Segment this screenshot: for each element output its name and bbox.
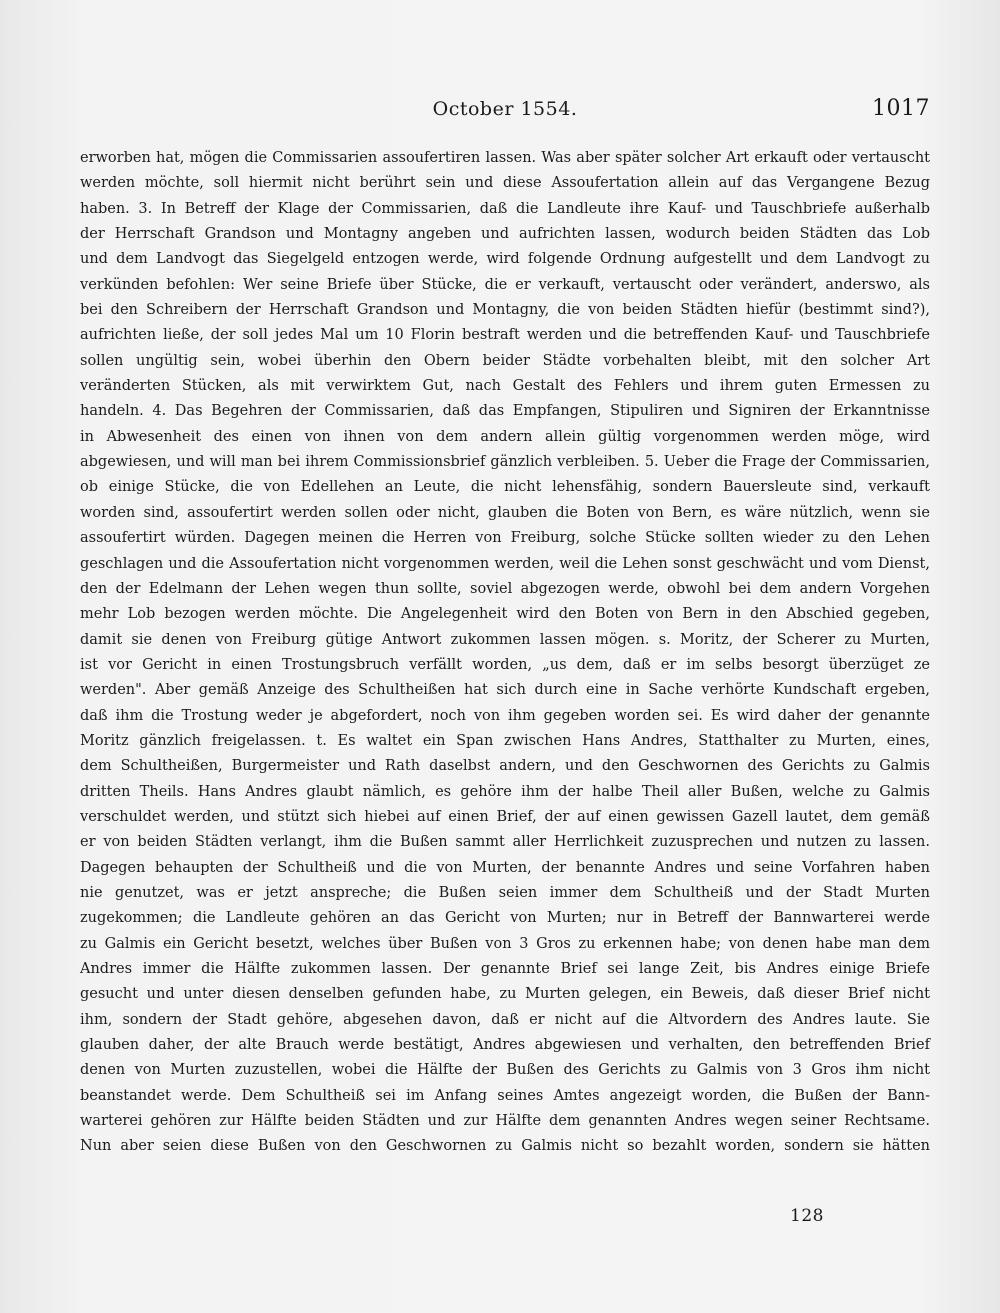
text-line: handeln. 4. Das Begehren der Commissarien, daß das Empfangen, Stipuliren und Signiren der Erkanntnisse — [80, 403, 930, 420]
body-text — [80, 146, 930, 1160]
text-line: der Herrschaft Grandson und Montagny angeben und aufrichten lassen, wodurch beiden Städten das Lob — [80, 226, 930, 243]
text-line: bei den Schreibern der Herrschaft Grandson und Montagny, die von beiden Städten hiefür (bestimmt sind?), — [80, 302, 930, 319]
text-line: abgewiesen, und will man bei ihrem Commissionsbrief gänzlich verbleiben. 5. Ueber die Frage der Commissarien, — [80, 454, 930, 471]
text-line: daß ihm die Trostung weder je abgefordert, noch von ihm gegeben worden sei. Es wird daher der genannte — [80, 707, 930, 724]
text-line: ob einige Stücke, die von Edellehen an Leute, die nicht lehensfähig, sondern Bauersleute sind, verkauft — [80, 479, 930, 496]
text-line: werden". Aber gemäß Anzeige des Schultheißen hat sich durch eine in Sache verhörte Kundschaft ergeben, — [80, 682, 930, 699]
running-title: October 1554. — [432, 98, 578, 120]
text-line: und dem Landvogt das Siegelgeld entzogen werde, wird folgende Ordnung aufgestellt und dem Landvogt zu — [80, 251, 930, 268]
text-line: Moritz gänzlich freigelassen. t. Es waltet ein Span zwischen Hans Andres, Statthalter zu Murten, eines, — [80, 732, 930, 749]
text-line: assoufertirt würden. Dagegen meinen die Herren von Freiburg, solche Stücke sollten wieder zu den Lehen — [80, 530, 930, 547]
text-line: haben. 3. In Betreff der Klage der Commissarien, daß die Landleute ihre Kauf- und Tauschbriefe außerhalb — [80, 200, 930, 217]
text-line: Dagegen behaupten der Schultheiß und die von Murten, der benannte Andres und seine Vorfahren haben — [80, 859, 930, 876]
text-line: nie genutzet, was er jetzt anspreche; die Bußen seien immer dem Schultheiß und der Stadt Murten — [80, 884, 930, 901]
text-line: erworben hat, mögen die Commissarien assoufertiren lassen. Was aber später solcher Art erkauft oder vertauscht — [80, 150, 930, 166]
text-line: werden möchte, soll hiermit nicht berührt sein und diese Assoufertation allein auf das Vergangene Bezug — [80, 175, 930, 192]
page-header — [80, 96, 930, 132]
text-line: worden sind, assoufertirt werden sollen oder nicht, glauben die Boten von Bern, es wäre nützlich, wenn sie — [80, 504, 930, 521]
text-line: zu Galmis ein Gericht besetzt, welches über Bußen von 3 Gros zu erkennen habe; von denen habe man dem — [80, 935, 930, 952]
page-number: 1017 — [872, 96, 930, 121]
text-line: dritten Theils. Hans Andres glaubt nämlich, es gehöre ihm der halbe Theil aller Bußen, welche zu Galmis — [80, 783, 930, 800]
text-line: verschuldet werden, und stützt sich hiebei auf einen Brief, der auf einen gewissen Gazell lautet, dem gemäß — [80, 808, 930, 825]
text-line: zugekommen; die Landleute gehören an das Gericht von Murten; nur in Betreff der Bannwarterei werde — [80, 910, 930, 927]
text-line: damit sie denen von Freiburg gütige Antwort zukommen lassen mögen. s. Moritz, der Scherer zu Murten, — [80, 631, 930, 648]
text-line: in Abwesenheit des einen von ihnen von dem andern allein gültig vorgenommen werden möge, wird — [80, 428, 930, 445]
text-line: Nun aber seien diese Bußen von den Geschwornen zu Galmis nicht so bezahlt worden, sondern sie hätten — [80, 1138, 930, 1155]
printer-signature: 128 — [790, 1206, 824, 1226]
text-line: glauben daher, der alte Brauch werde bestätigt, Andres abgewiesen und verhalten, den betreffenden Brief — [80, 1037, 930, 1054]
text-line: den der Edelmann der Lehen wegen thun sollte, soviel abgezogen werde, obwohl bei dem andern Vorgehen — [80, 580, 930, 597]
text-line: warterei gehören zur Hälfte beiden Städten und zur Hälfte dem genannten Andres wegen seiner Rechtsame. — [80, 1113, 930, 1130]
text-line: mehr Lob bezogen werden möchte. Die Angelegenheit wird den Boten von Bern in den Abschied gegeben, — [80, 606, 930, 623]
text-line: denen von Murten zuzustellen, wobei die Hälfte der Bußen des Gerichts zu Galmis von 3 Gros ihm nicht — [80, 1062, 930, 1079]
text-line: beanstandet werde. Dem Schultheiß sei im Anfang seines Amtes angezeigt worden, die Bußen der Bann- — [80, 1087, 930, 1104]
text-line: gesucht und unter diesen denselben gefunden habe, zu Murten gelegen, ein Beweis, daß dieser Brief nicht — [80, 986, 930, 1003]
text-line: er von beiden Städten verlangt, ihm die Bußen sammt aller Herrlichkeit zuzusprechen und nutzen zu lassen. — [80, 834, 930, 851]
text-line: verkünden befohlen: Wer seine Briefe über Stücke, die er verkauft, vertauscht oder verändert, anderswo, als — [80, 276, 930, 293]
text-line: Andres immer die Hälfte zukommen lassen. Der genannte Brief sei lange Zeit, bis Andres einige Briefe — [80, 961, 930, 977]
text-line: geschlagen und die Assoufertation nicht vorgenommen werden, weil die Lehen sonst geschwächt und vom Dienst, — [80, 555, 930, 572]
text-line: sollen ungültig sein, wobei überhin den Obern beider Städte vorbehalten bleibt, mit den solcher Art — [80, 352, 930, 369]
text-line: ihm, sondern der Stadt gehöre, abgesehen davon, daß er nicht auf die Altvordern des Andres laute. Sie — [80, 1011, 930, 1028]
text-line: aufrichten ließe, der soll jedes Mal um 10 Florin bestraft werden und die betreffenden Kauf- und Tauschbriefe — [80, 327, 930, 344]
text-line: ist vor Gericht in einen Trostungsbruch verfällt worden, „us dem, daß er im selbs besorgt überzüget ze — [80, 656, 930, 673]
text-line: veränderten Stücken, als mit verwirktem Gut, nach Gestalt des Fehlers und ihrem guten Ermessen zu — [80, 378, 930, 395]
text-line: dem Schultheißen, Burgermeister und Rath daselbst andern, und den Geschwornen des Gerichts zu Galmis — [80, 758, 930, 775]
